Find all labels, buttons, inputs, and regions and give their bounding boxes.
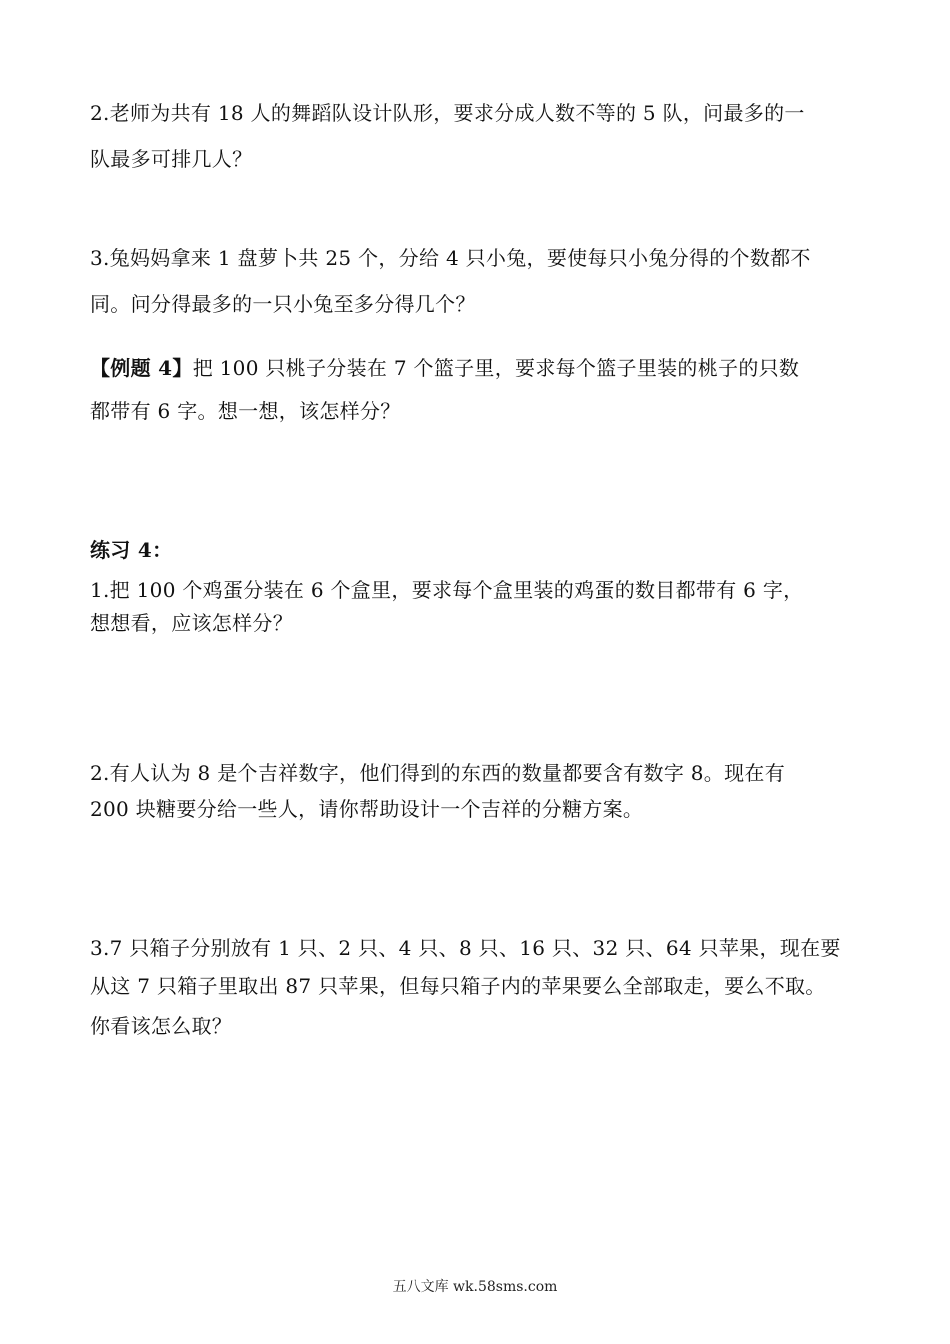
- practice-4-q2-line-1: 2.有人认为 8 是个吉祥数字，他们得到的东西的数量都要含有数字 8。现在有: [90, 761, 786, 785]
- practice-4-q1-line-2: 想想看，应该怎样分？: [90, 611, 293, 635]
- practice-4-q3-line-3: 你看该怎么取？: [90, 1014, 233, 1038]
- page-footer: 五八文库 wk.58sms.com: [392, 1279, 558, 1295]
- practice-4-q1-line-1: 1.把 100 个鸡蛋分装在 6 个盒里，要求每个盒里装的鸡蛋的数目都带有 6 字，: [90, 578, 804, 602]
- problem-3-line-1: 3.兔妈妈拿来 1 盘萝卜共 25 个，分给 4 只小兔，要使每只小兔分得的个数都不: [90, 246, 811, 270]
- problem-2-line-2: 队最多可排几人？: [90, 147, 253, 171]
- practice-4-q3-line-2: 从这 7 只箱子里取出 87 只苹果，但每只箱子内的苹果要么全部取走，要么不取。: [90, 974, 826, 998]
- problem-2-line-1: 2.老师为共有 18 人的舞蹈队设计队形，要求分成人数不等的 5 队，问最多的一: [90, 101, 805, 125]
- example-4-line-1: [90, 356, 799, 380]
- practice-4-q2-line-2: 200 块糖要分给一些人，请你帮助设计一个吉祥的分糖方案。: [90, 797, 644, 821]
- problem-3-line-2: 同。问分得最多的一只小兔至多分得几个？: [90, 292, 476, 316]
- practice-4-q3-line-1: 3.7 只箱子分别放有 1 只、2 只、4 只、8 只、16 只、32 只、64 只苹果，现在要: [90, 936, 841, 960]
- example-4-label: 【例题 4】: [90, 356, 193, 380]
- example-4-line-2: 都带有 6 字。想一想，该怎样分？: [90, 399, 401, 423]
- example-4-text-1: 把 100 只桃子分装在 7 个篮子里，要求每个篮子里装的桃子的只数: [192, 356, 800, 380]
- practice-4-heading: 练习 4：: [90, 538, 173, 562]
